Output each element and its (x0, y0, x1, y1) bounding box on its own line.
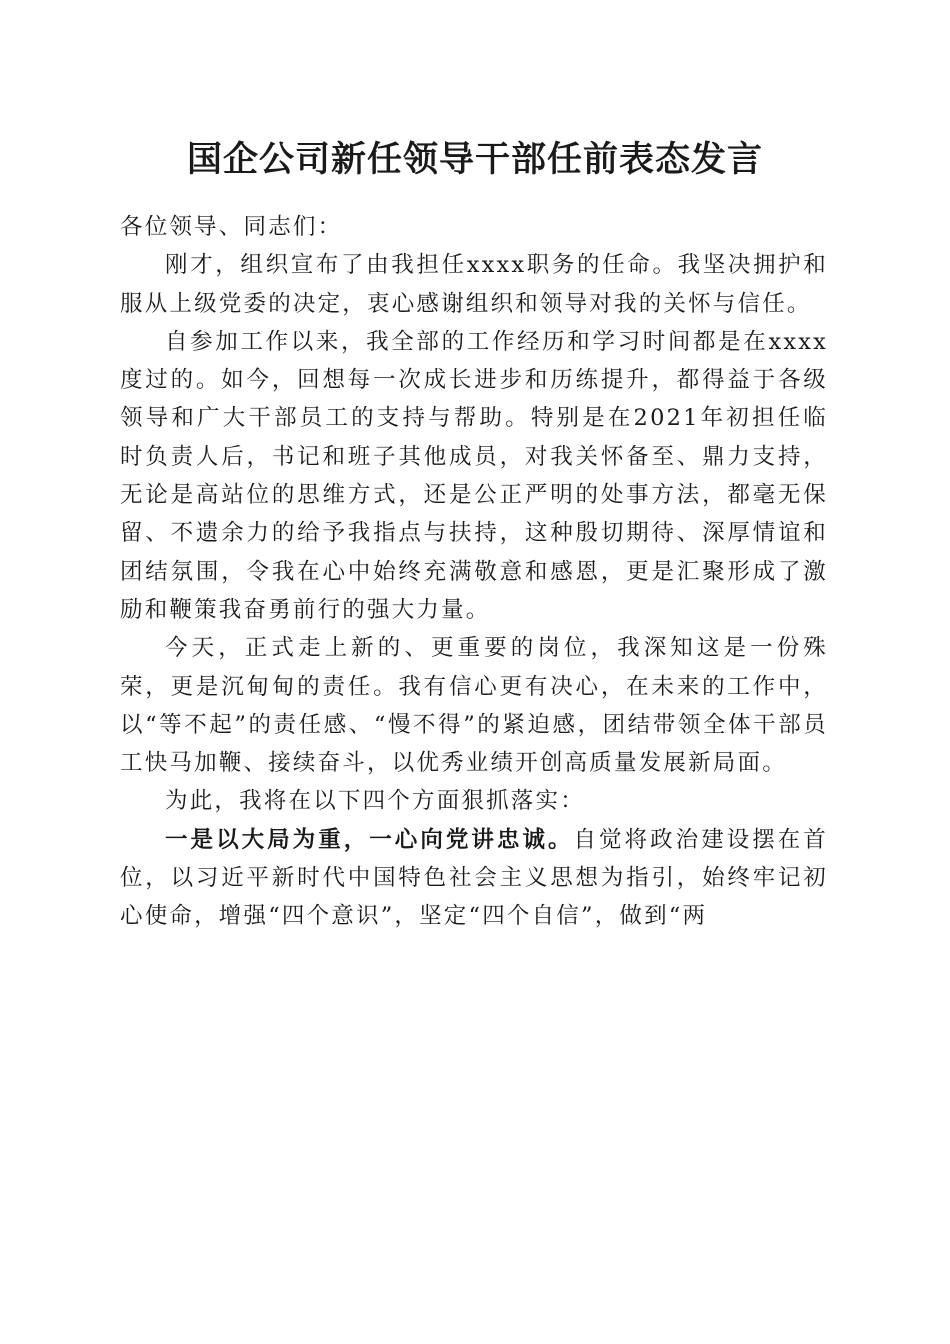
point-one-text: 自觉将政治建设摆在首位，以习近平新时代中国特色社会主义思想为指引，始终牢记初心使命，增强“四个意识”，坚定“四个自信”，做到“两 (120, 826, 828, 930)
paragraph-intro-points: 为此，我将在以下四个方面狠抓落实： (165, 788, 585, 815)
point-one-heading: 一是以大局为重，一心向党讲忠诚。 (165, 826, 574, 853)
paragraph-commitment: 今天，正式走上新的、更重要的岗位，我深知这是一份殊荣，更是沉甸甸的责任。我有信心更有决心，在未来的工作中，以“等不起”的责任感、“慢不得”的紧迫感，团结带领全体干部员工快马加鞭、接续奋斗，以优秀业绩开创高质量发展新局面。 (120, 635, 828, 777)
paragraph-appointment: 刚才，组织宣布了由我担任xxxx职务的任命。我坚决拥护和服从上级党委的决定，衷心感谢组织和领导对我的关怀与信任。 (120, 252, 828, 317)
paragraph-point-one (120, 821, 828, 936)
document-title: 国企公司新任领导干部任前表态发言 (186, 139, 763, 180)
paragraph-experience: 自参加工作以来，我全部的工作经历和学习时间都是在xxxx度过的。如今，回想每一次成长进步和历练提升，都得益于各级领导和广大干部员工的支持与帮助。特别是在2021年初担任临时负责人后，书记和班子其他成员，对我关怀备至、鼎力支持，无论是高站位的思维方式，还是公正严明的处事方法，都毫无保留、不遗余力的给予我指点与扶持，这种殷切期待、深厚情谊和团结氛围，令我在心中始终充满敬意和感恩，更是汇聚形成了激励和鞭策我奋勇前行的强大力量。 (120, 328, 828, 623)
document-body (120, 208, 828, 936)
salutation: 各位领导、同志们： (120, 214, 343, 240)
